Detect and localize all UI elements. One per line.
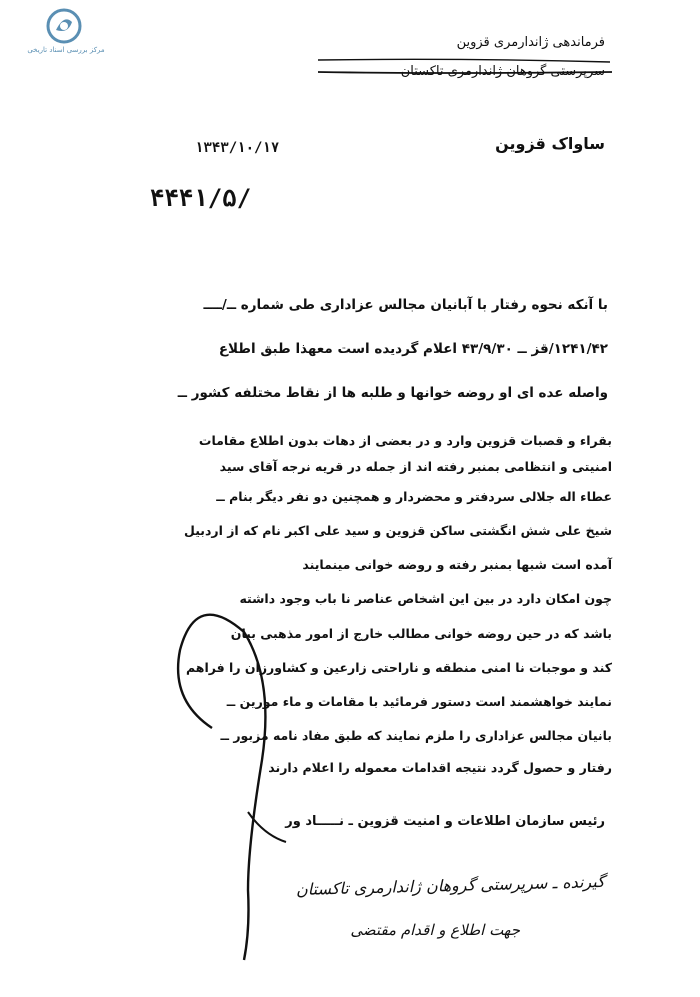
body-line: رفتار و حصول گردد نتیجه اقدامات معموله را اعلام دارند (268, 760, 612, 775)
body-line: شیخ علی شش انگشتی ساکن قزوین و سید علی اکبر نام که از اردبیل (184, 523, 612, 538)
handwritten-recipient: گیرنده ـ سرپرستی گروهان ژاندارمری تاکستان (296, 871, 606, 900)
body-line: بانیان مجالس عزاداری را ملزم نمایند که طبق مفاد نامه مزبور ــ (220, 728, 612, 743)
body-line: نمایند خواهشمند است دستور فرمائید با مقامات و ماء مورین ــ (226, 694, 612, 709)
letter-date: ۱۳۴۳/۱۰/۱۷ (195, 140, 280, 156)
handwritten-instruction: جهت اطلاع و اقدام مقتضی (350, 921, 520, 939)
reference-number: ۴۴۴۱/۵/ (150, 184, 252, 212)
body-line: عطاء اله جلالی سردفتر و محضردار و همچنین دو نفر دیگر بنام ــ (216, 489, 612, 504)
body-line: ۱۲۴۱/۴۲/قز ــ ۴۳/۹/۳۰ اعلام گردیده است معهذا طبق اطلاع (218, 341, 608, 357)
header-line-2: سرپرستی گروهان ژاندارمری تاکستان (400, 64, 605, 79)
body-line: باشد که در حین روضه خوانی مطالب خارج از امور مذهبی بیان (230, 626, 612, 641)
signature-line: رئیس سازمان اطلاعات و امنیت قزوین ـ نـــــاد ور (285, 814, 605, 829)
signature-flourish (248, 812, 286, 842)
body-line: واصله عده ای او روضه خوانها و طلبه ها از نقاط مختلفه کشور ــ (177, 385, 608, 401)
body-line: امنیتی و انتظامی بمنبر رفته اند از جمله در قریه نرجه آقای سید (219, 459, 612, 474)
document-center-logo-icon (46, 8, 82, 44)
archive-logo (12, 8, 120, 66)
logo-caption: مرکز بررسی اسناد تاریخی (27, 46, 105, 54)
addressee: ساواک قزوین (495, 134, 605, 153)
body-line: آمده است شبها بمنبر رفته و روضه خوانی مینمایند (302, 557, 612, 572)
body-line: چون امکان دارد در بین این اشخاص عناصر نا باب وجود داشته (239, 591, 612, 606)
body-line: کند و موجبات نا امنی منطقه و ناراحتی زارعین و کشاورزان را فراهم (185, 660, 612, 675)
header-line-1: فرماندهی ژاندارمری قزوین (456, 35, 605, 50)
body-line: بقراء و قصبات قزوین وارد و در بعضی از دهات بدون اطلاع مقامات (198, 433, 612, 448)
body-line: با آنکه نحوه رفتار با آبانیان مجالس عزاداری طی شماره ــ/ــــ (203, 297, 608, 313)
